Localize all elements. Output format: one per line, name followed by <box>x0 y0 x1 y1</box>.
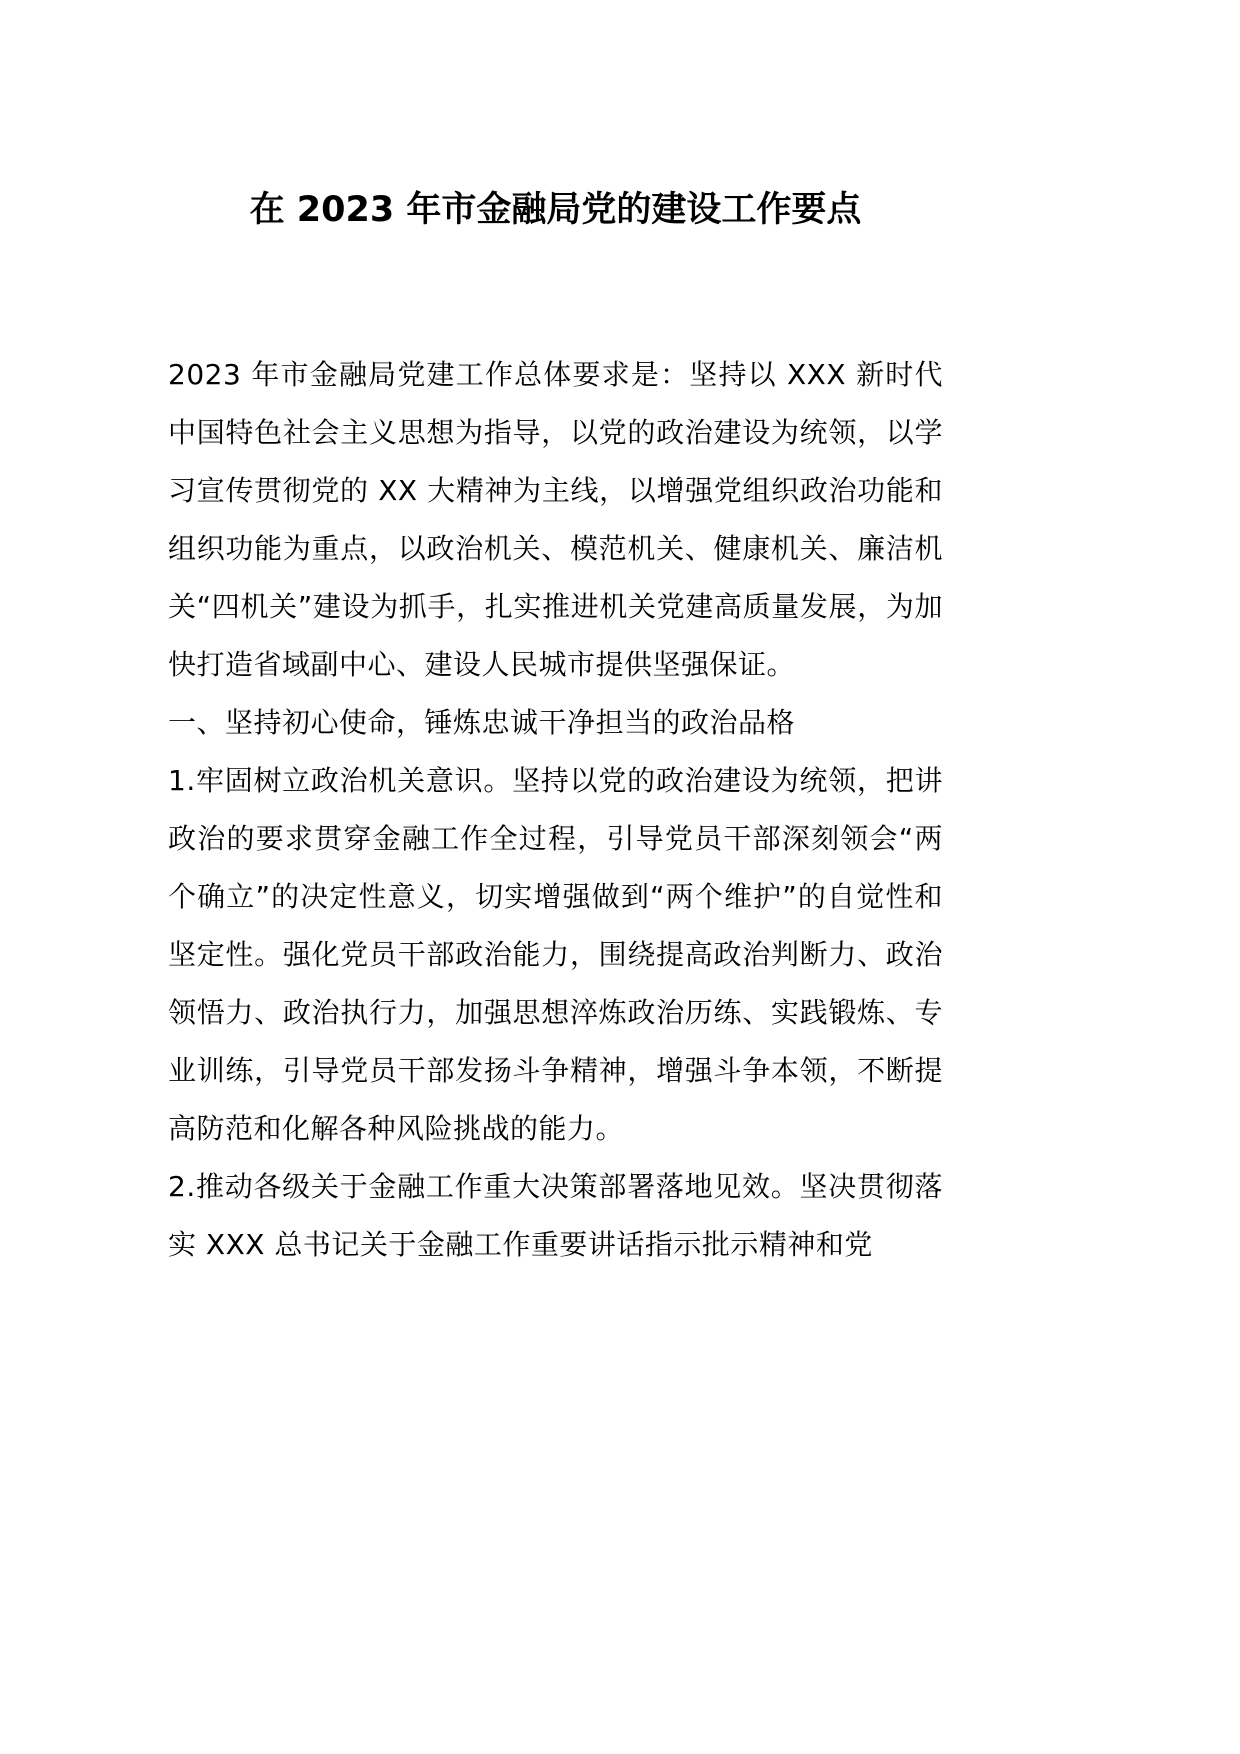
intro-paragraph: 2023 年市金融局党建工作总体要求是：坚持以 XXX 新时代中国特色社会主义思想为指导，以党的政治建设为统领，以学习宣传贯彻党的 XX 大精神为主线，以增强党组织政治功能和组织功能为重点，以政治机关、模范机关、健康机关、廉洁机关“四机关”建设为抓手，扎实推进机关党建高质量发展，为加快打造省域副中心、建设人民城市提供坚强保证。 <box>168 358 943 681</box>
item-paragraph-1: 1.牢固树立政治机关意识。坚持以党的政治建设为统领，把讲政治的要求贯穿金融工作全过程，引导党员干部深刻领会“两个确立”的决定性意义，切实增强做到“两个维护”的自觉性和坚定性。强化党员干部政治能力，围绕提高政治判断力、政治领悟力、政治执行力，加强思想淬炼政治历练、实践锻炼、专业训练，引导党员干部发扬斗争精神，增强斗争本领，不断提高防范和化解各种风险挑战的能力。 <box>168 764 943 1145</box>
item-paragraph-2: 2.推动各级关于金融工作重大决策部署落地见效。坚决贯彻落实 XXX 总书记关于金融工作重要讲话指示批示精神和党 <box>168 1170 943 1261</box>
document-body <box>168 346 943 1274</box>
section-heading-1: 一、坚持初心使命，锤炼忠诚干净担当的政治品格 <box>168 706 796 739</box>
document-title: 在 2023 年市金融局党的建设工作要点 <box>249 190 862 230</box>
